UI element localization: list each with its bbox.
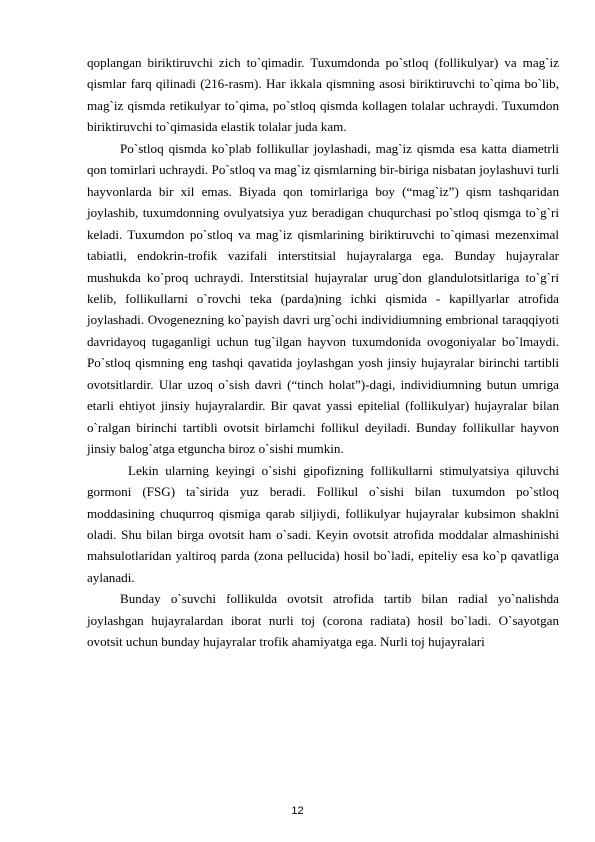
body-text bbox=[87, 52, 559, 653]
paragraph-1: qoplangan biriktiruvchi zich to`qimadir. Tuxumdonda po`stloq (follikulyar) va mag`iz qismlar farq qilinadi (216-rasm). Har ikkala qismning asosi biriktiruvchi to`qima bo`lib, mag`iz qismda retikulyar to`qima, po`stloq qismda kollagen tolalar uchraydi. Tuxumdon biriktiruvchi to`qimasida elastik tolalar juda kam. bbox=[87, 55, 559, 135]
page-number: 12 bbox=[291, 805, 304, 817]
paragraph-2: Po`stloq qismda ko`plab follikullar joylashadi, mag`iz qismda esa katta diametrli qon tomirlari uchraydi. Po`stloq va mag`iz qismlarning bir-biriga nisbatan joylashuvi turli hayvonlarda bir xil emas. Biyada qon tomirlariga boy (“mag`iz”) qism tashqaridan joylashib, tuxumdonning ovulyatsiya yuz beradigan chuqurchasi po`stloq qismga to`g`ri keladi. Tuxumdon po`stloq va mag`iz qismlarining biriktiruvchi to`qimasi mezenximal tabiatli, endokrin-trofik vazifali interstitsial hujayralarga ega. Bunday hujayralar mushukda ko`proq uchraydi. Interstitsial hujayralar urug`don glandulotsitlariga to`g`ri kelib, follikullarni o`rovchi teka (parda)ning ichki qismida - kapillyarlar atrofida joylashadi. Ovogenezning ko`payish davri urg`ochi individiumning embrional taraqqiyoti davridayoq tugaganligi uchun tug`ilgan hayvon tuxumdonida ovogoniyalar bo`lmaydi. Po`stloq qismning eng tashqi qavatida joylashgan yosh jinsiy hujayralar birinchi tartibli ovotsitlardir. Ular uzoq o`sish davri (“tinch holat”)-dagi, individiumning butun umriga etarli ehtiyot jinsiy hujayralardir. Bir qavat yassi epitelial (follikulyar) hujayralar bilan o`ralgan birinchi tartibli ovotsit birlamchi follikul deyiladi. Bunday follikullar hayvon jinsiy balog`atga etguncha biroz o`sishi mumkin. bbox=[87, 140, 559, 457]
paragraph-4: Bunday o`suvchi follikulda ovotsit atrofida tartib bilan radial yo`nalishda joylashgan hujayralardan iborat nurli toj (corona radiata) hosil bo`ladi. O`sayotgan ovotsit uchun bunday hujayralar trofik ahamiyatga ega. Nurli toj hujayralari bbox=[87, 591, 559, 650]
paragraph-3: Lekin ularning keyingi o`sishi gipofizning follikullarni stimulyatsiya qiluvchi gormoni (FSG) ta`sirida yuz beradi. Follikul o`sishi bilan tuxumdon po`stloq moddasining chuqurroq qismiga qarab siljiydi, follikulyar hujayralar kubsimon shaklni oladi. Shu bilan birga ovotsit ham o`sadi. Keyin ovotsit atrofida moddalar almashinishi mahsulotlaridan yaltiroq parda (zona pellucida) hosil bo`ladi, epiteliy esa ko`p qavatliga aylanadi. bbox=[87, 462, 559, 585]
